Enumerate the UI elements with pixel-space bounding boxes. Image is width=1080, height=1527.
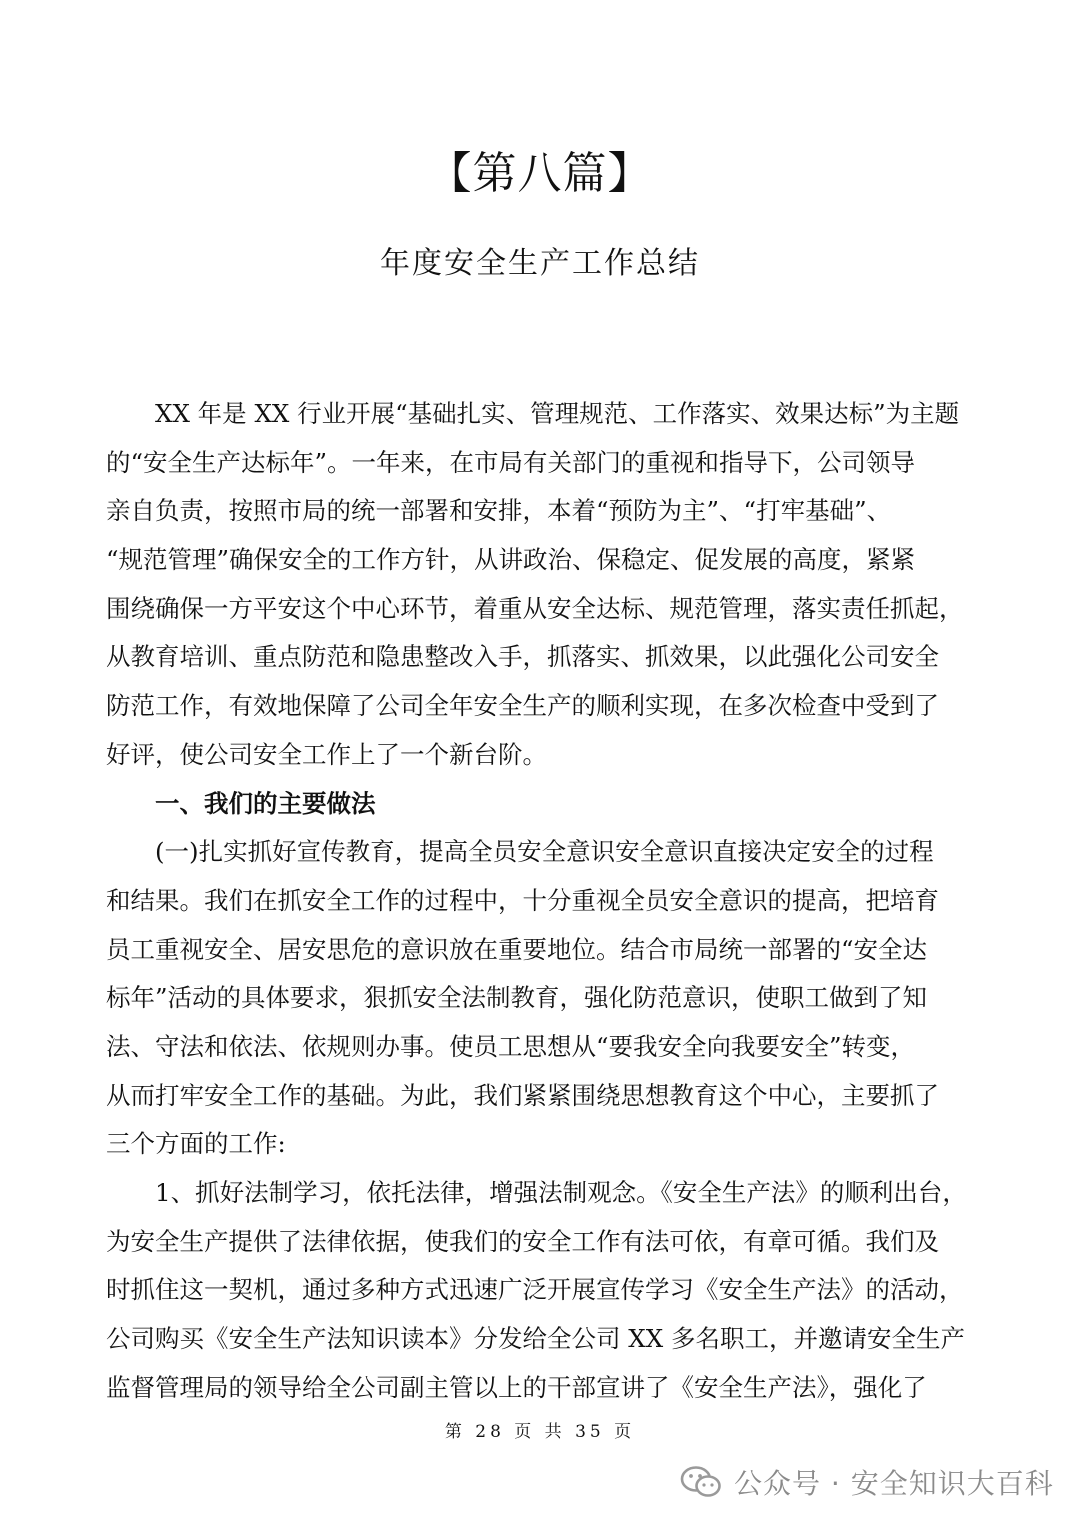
watermark-text: 公众号 · 安全知识大百科	[734, 1467, 1054, 1500]
text-line: 围绕确保一方平安这个中心环节，着重从安全达标、规范管理，落实责任抓起，	[106, 593, 964, 623]
text-line: “规范管理”确保安全的工作方针，从讲政治、保稳定、促发展的高度，紧紧	[106, 545, 916, 575]
text-line: 法、守法和依法、依规则办事。使员工思想从“要我安全向我要安全”转变，	[106, 1031, 916, 1061]
section-heading: 一、我们的主要做法	[106, 788, 376, 818]
watermark	[680, 1460, 1054, 1504]
text-line: 三个方面的工作:	[106, 1129, 286, 1159]
text-line: 为安全生产提供了法律依据，使我们的安全工作有法可依，有章可循。我们及	[106, 1226, 939, 1256]
text-line: 员工重视安全、居安思危的意识放在重要地位。结合市局统一部署的“安全达	[106, 934, 928, 964]
wechat-icon	[680, 1465, 722, 1499]
text-line: 从而打牢安全工作的基础。为此，我们紧紧围绕思想教育这个中心，主要抓了	[106, 1080, 939, 1110]
text-line: 1、抓好法制学习，依托法律，增强法制观念。《安全生产法》的顺利出台，	[106, 1178, 967, 1207]
document-title: 年度安全生产工作总结	[380, 246, 700, 281]
text-line: 防范工作，有效地保障了公司全年安全生产的顺利实现，在多次检查中受到了	[106, 691, 939, 721]
text-line: 好评，使公司安全工作上了一个新台阶。	[106, 739, 547, 769]
body-text	[106, 390, 976, 1412]
text-line: 和结果。我们在抓安全工作的过程中，十分重视全员安全意识的提高，把培育	[106, 885, 939, 915]
text-line: 亲自负责，按照市局的统一部署和安排，本着“预防为主”、“打牢基础”、	[106, 496, 892, 526]
text-line: 标年”活动的具体要求，狠抓安全法制教育，强化防范意识，使职工做到了知	[106, 983, 928, 1013]
text-line: 时抓住这一契机，通过多种方式迅速广泛开展宣传学习《安全生产法》的活动，	[106, 1275, 964, 1305]
text-line: 公司购买《安全生产法知识读本》分发给全公司 XX 多名职工，并邀请安全生产	[106, 1324, 965, 1354]
text-line: XX 年是 XX 行业开展“基础扎实、管理规范、工作落实、效果达标”为主题	[106, 399, 960, 428]
text-line: 监督管理局的领导给全公司副主管以上的干部宣讲了《安全生产法》，强化了	[106, 1372, 927, 1402]
chapter-title: 【第八篇】	[427, 148, 653, 199]
text-line: 的“安全生产达标年”。一年来，在市局有关部门的重视和指导下，公司领导	[106, 447, 916, 477]
page-footer: 第 28 页 共 35 页	[444, 1422, 636, 1442]
text-line: 从教育培训、重点防范和隐患整改入手，抓落实、抓效果，以此强化公司安全	[106, 642, 939, 672]
text-line: (一)扎实抓好宣传教育，提高全员安全意识安全意识直接决定安全的过程	[106, 837, 934, 867]
